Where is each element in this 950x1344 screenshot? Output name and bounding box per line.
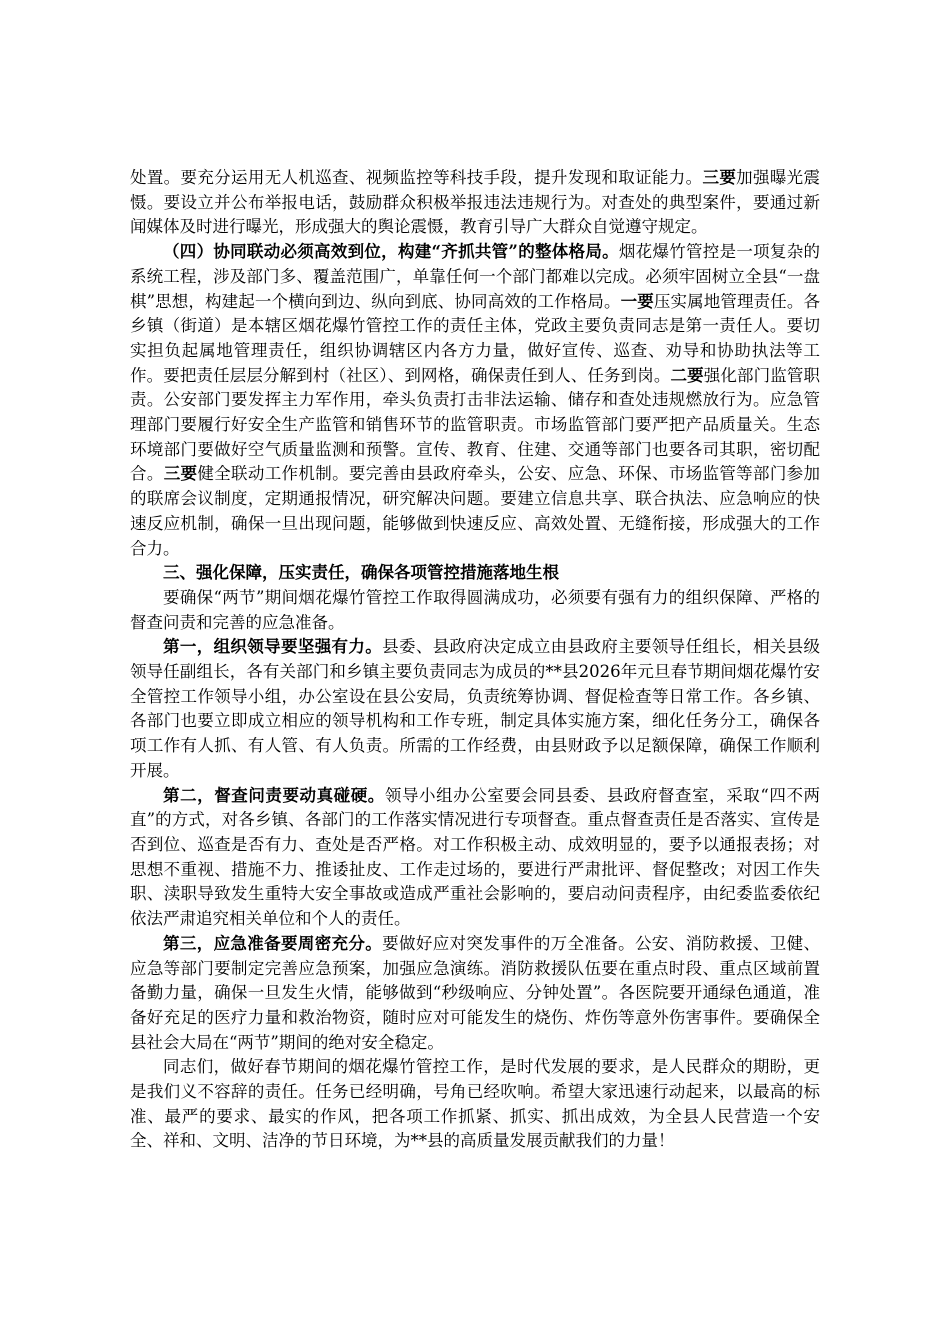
text-run: 同志们，做好春节期间的烟花爆竹管控工作，是时代发展的要求，是人民群众的期盼，更是我们义不容辞的责任。任务已经明确，号角已经吹响。希望大家迅速行动起来，以最高的标准、最严的要求、最实的作风，把各项工作抓紧、抓实、抓出成效，为全县人民营造一个安全、祥和、文明、洁净的节日环境，为**县的高质量发展贡献我们的力量！ <box>130 1057 820 1151</box>
text-run: 县委、县政府决定成立由县政府主要领导任组长，相关县级领导任副组长，各有关部门和乡镇主要负责同志为成员的**县2026年元旦春节期间烟花爆竹安全管控工作领导小组，办公室设在县公安局，负责统筹协调、督促检查等日常工作。各乡镇、各部门也要立即成立相应的领导机构和工作专班，制定具体实施方案，细化任务分工，确保各项工作有人抓、有人管、有人负责。所需的工作经费，由县财政予以足额保障，确保工作顺利开展。 <box>130 637 821 780</box>
paragraph-exposure-continued <box>130 166 820 240</box>
text-run: 要确保“两节”期间烟花爆竹管控工作取得圆满成功，必须要有强有力的组织保障、严格的督查问责和完善的应急准备。 <box>130 587 820 632</box>
text-run: 要做好应对突发事件的万全准备。公安、消防救援、卫健、应急等部门要制定完善应急预案，加强应急演练。消防救援队伍要在重点时段、重点区域前置备勤力量，确保一旦发生火情，能够做到“秒级响应、分钟处置”。各医院要开通绿色通道，准备好充足的医疗力量和救治物资，随时应对可能发生的烧伤、炸伤等意外伤害事件。要确保全县社会大局在“两节”期间的绝对安全稳定。 <box>130 933 821 1052</box>
bold-run: 第二，督查问责要动真碰硬。 <box>163 785 385 805</box>
bold-run: 三、强化保障，压实责任，确保各项管控措施落地生根 <box>163 563 559 583</box>
text-run: 强化部门监管职责。公安部门要发挥主力军作用，牵头负责打击非法运输、储存和查处违规燃放行为。应急管理部门要履行好安全生产监管和销售环节的监管职责。市场监管部门要严把产品质量关。生态环境部门要做好空气质量监测和预警。宣传、教育、住建、交通等部门也要各司其职，密切配合。 <box>130 365 821 484</box>
paragraph-supervision <box>130 784 820 932</box>
text-run: 处置。要充分运用无人机巡查、视频监控等科技手段，提升发现和取证能力。 <box>130 168 703 187</box>
text-run: 加强曝光震慑。要设立并公布举报电话，鼓励群众积极举报违法违规行为。对查处的典型案件，要通过新闻媒体及时进行曝光，形成强大的舆论震慑，教育引导广大群众自觉遵守规定。 <box>130 168 821 237</box>
heading-section-three <box>130 561 820 586</box>
text-run: 领导小组办公室要会同县委、县政府督查室，采取“四不两直”的方式，对各乡镇、各部门的工作落实情况进行专项督查。重点督查责任是否落实、宣传是否到位、巡查是否有力、查处是否严格。对工作积极主动、成效明显的，要予以通报表扬；对思想不重视、措施不力、推诿扯皮、工作走过场的，要进行严肃批评、督促整改；对因工作失职、渎职导致发生重特大安全事故或造成严重社会影响的，要启动问责程序，由纪委监委依纪依法严肃追究相关单位和个人的责任。 <box>130 785 821 929</box>
paragraph-emergency <box>130 932 820 1056</box>
bold-run: 二要 <box>670 365 704 385</box>
bold-run: 三要 <box>702 168 737 187</box>
paragraph-leadership <box>130 635 820 783</box>
paragraph-closing <box>130 1055 820 1154</box>
bold-run: 第三，应急准备要周密充分。 <box>163 933 383 953</box>
paragraph-section-three-intro <box>130 586 820 635</box>
text-run: 压实属地管理责任。各乡镇（街道）是本辖区烟花爆竹管控工作的责任主体，党政主要负责同志是第一责任人。要切实担负起属地管理责任，组织协调辖区内各方力量，做好宣传、巡查、劝导和协助执法等工作。要把责任层层分解到村（社区）、到网格，确保责任到人、任务到岗。 <box>130 291 821 385</box>
bold-run: 第一，组织领导要坚强有力。 <box>163 637 383 657</box>
bold-run: 一要 <box>620 291 654 311</box>
bold-run: 三要 <box>163 464 198 484</box>
text-run: 烟花爆竹管控是一项复杂的系统工程，涉及部门多、覆盖范围广，单靠任何一个部门都难以完成。必须牢固树立全县“一盘棋”思想，构建起一个横向到边、纵向到底、协同高效的工作格局。 <box>130 242 820 311</box>
bold-run: （四）协同联动必须高效到位，构建“齐抓共管”的整体格局。 <box>163 242 619 262</box>
paragraph-coordination <box>130 240 820 561</box>
text-run: 健全联动工作机制。要完善由县政府牵头，公安、应急、环保、市场监管等部门参加的联席会议制度，定期通报情况，研究解决问题。要建立信息共享、联合执法、应急响应的快速反应机制，确保一旦出现问题，能够做到快速反应、高效处置、无缝衔接，形成强大的工作合力。 <box>130 464 821 558</box>
